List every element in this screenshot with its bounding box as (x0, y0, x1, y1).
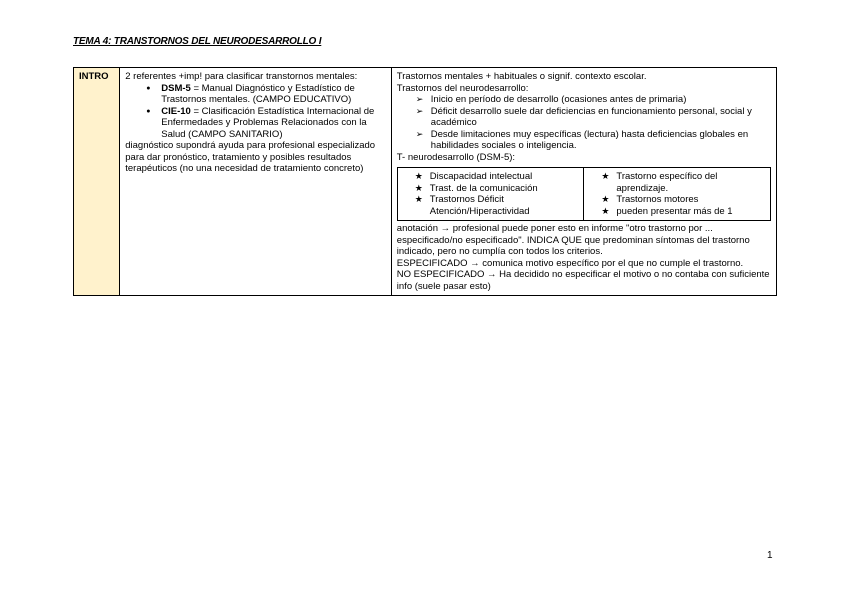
right-line-2: Trastornos del neurodesarrollo: (396, 82, 529, 94)
table-row (397, 168, 770, 221)
list-item: ★ Trastornos Déficit Atención/Hiperactividad (430, 194, 580, 217)
list-item: ★ Trastornos motores (616, 194, 766, 206)
disorders-left-cell (397, 168, 584, 221)
list-item: ★ Trast. de la comunicación (430, 183, 580, 195)
term: DSM-5 (161, 82, 191, 94)
document-title: TEMA 4: TRANSTORNOS DEL NEURODESARROLLO I (73, 36, 322, 47)
right-cell (391, 68, 776, 296)
list-item (161, 83, 386, 106)
disorders-list-left (402, 171, 580, 217)
list-item: ★ Discapacidad intelectual (430, 171, 580, 183)
left-cell (120, 68, 392, 296)
term-description: = Manual Diagnóstico y Estadístico de Trastornos mentales. (CAMPO EDUCATIVO) (161, 82, 355, 105)
annotation-paragraph: anotación → profesional puede poner esto en informe "otro trastorno por ... especificado/no especificado". INDICA QUE que predominan síntomas del trastorno indicado, pero no cumplía con todos los criterios. (396, 223, 750, 257)
right-line-1: Trastornos mentales + habituales o signif. contexto escolar. (396, 71, 647, 82)
term: CIE-10 (161, 105, 191, 117)
unspecified-paragraph: NO ESPECIFICADO → Ha decidido no especificar el motivo o no contaba con suficiente info (suele pasar esto) (396, 269, 770, 292)
disorders-right-cell (584, 168, 771, 221)
characteristics-list (397, 94, 771, 152)
page-number: 1 (767, 550, 773, 561)
list-item: ➢ Inicio en período de desarrollo (ocasiones antes de primaria) (431, 94, 771, 106)
reference-list (125, 83, 386, 141)
specified-paragraph: ESPECIFICADO → comunica motivo específico por el que no cumple el trastorno. (396, 257, 744, 269)
disorders-list-right (588, 171, 766, 217)
right-line-3: T- neurodesarrollo (DSM-5): (396, 151, 516, 163)
list-item: ➢ Desde limitaciones muy específicas (lectura) hasta deficiencias globales en habilidades sociales o inteligencia. (431, 129, 771, 152)
table-row (74, 68, 777, 296)
disorders-table (397, 167, 771, 221)
term-description: = Clasificación Estadística Internacional de Enfermedades y Problemas Relacionados con la Salud (CAMPO SANITARIO) (161, 105, 375, 140)
list-item: ★ Trastorno específico del aprendizaje. (616, 171, 766, 194)
content-table (73, 67, 777, 296)
row-label: INTRO (74, 68, 120, 296)
list-item (161, 106, 386, 141)
left-intro: 2 referentes +imp! para clasificar transtornos mentales: (125, 71, 358, 82)
list-item: ★ pueden presentar más de 1 (616, 206, 766, 218)
list-item: ➢ Déficit desarrollo suele dar deficiencias en funcionamiento personal, social y académico (431, 106, 771, 129)
left-closing: diagnóstico supondrá ayuda para profesional especializado para dar pronóstico, tratamiento y posibles resultados terapéuticos (no una necesidad de tratamiento concreto) (125, 140, 376, 174)
